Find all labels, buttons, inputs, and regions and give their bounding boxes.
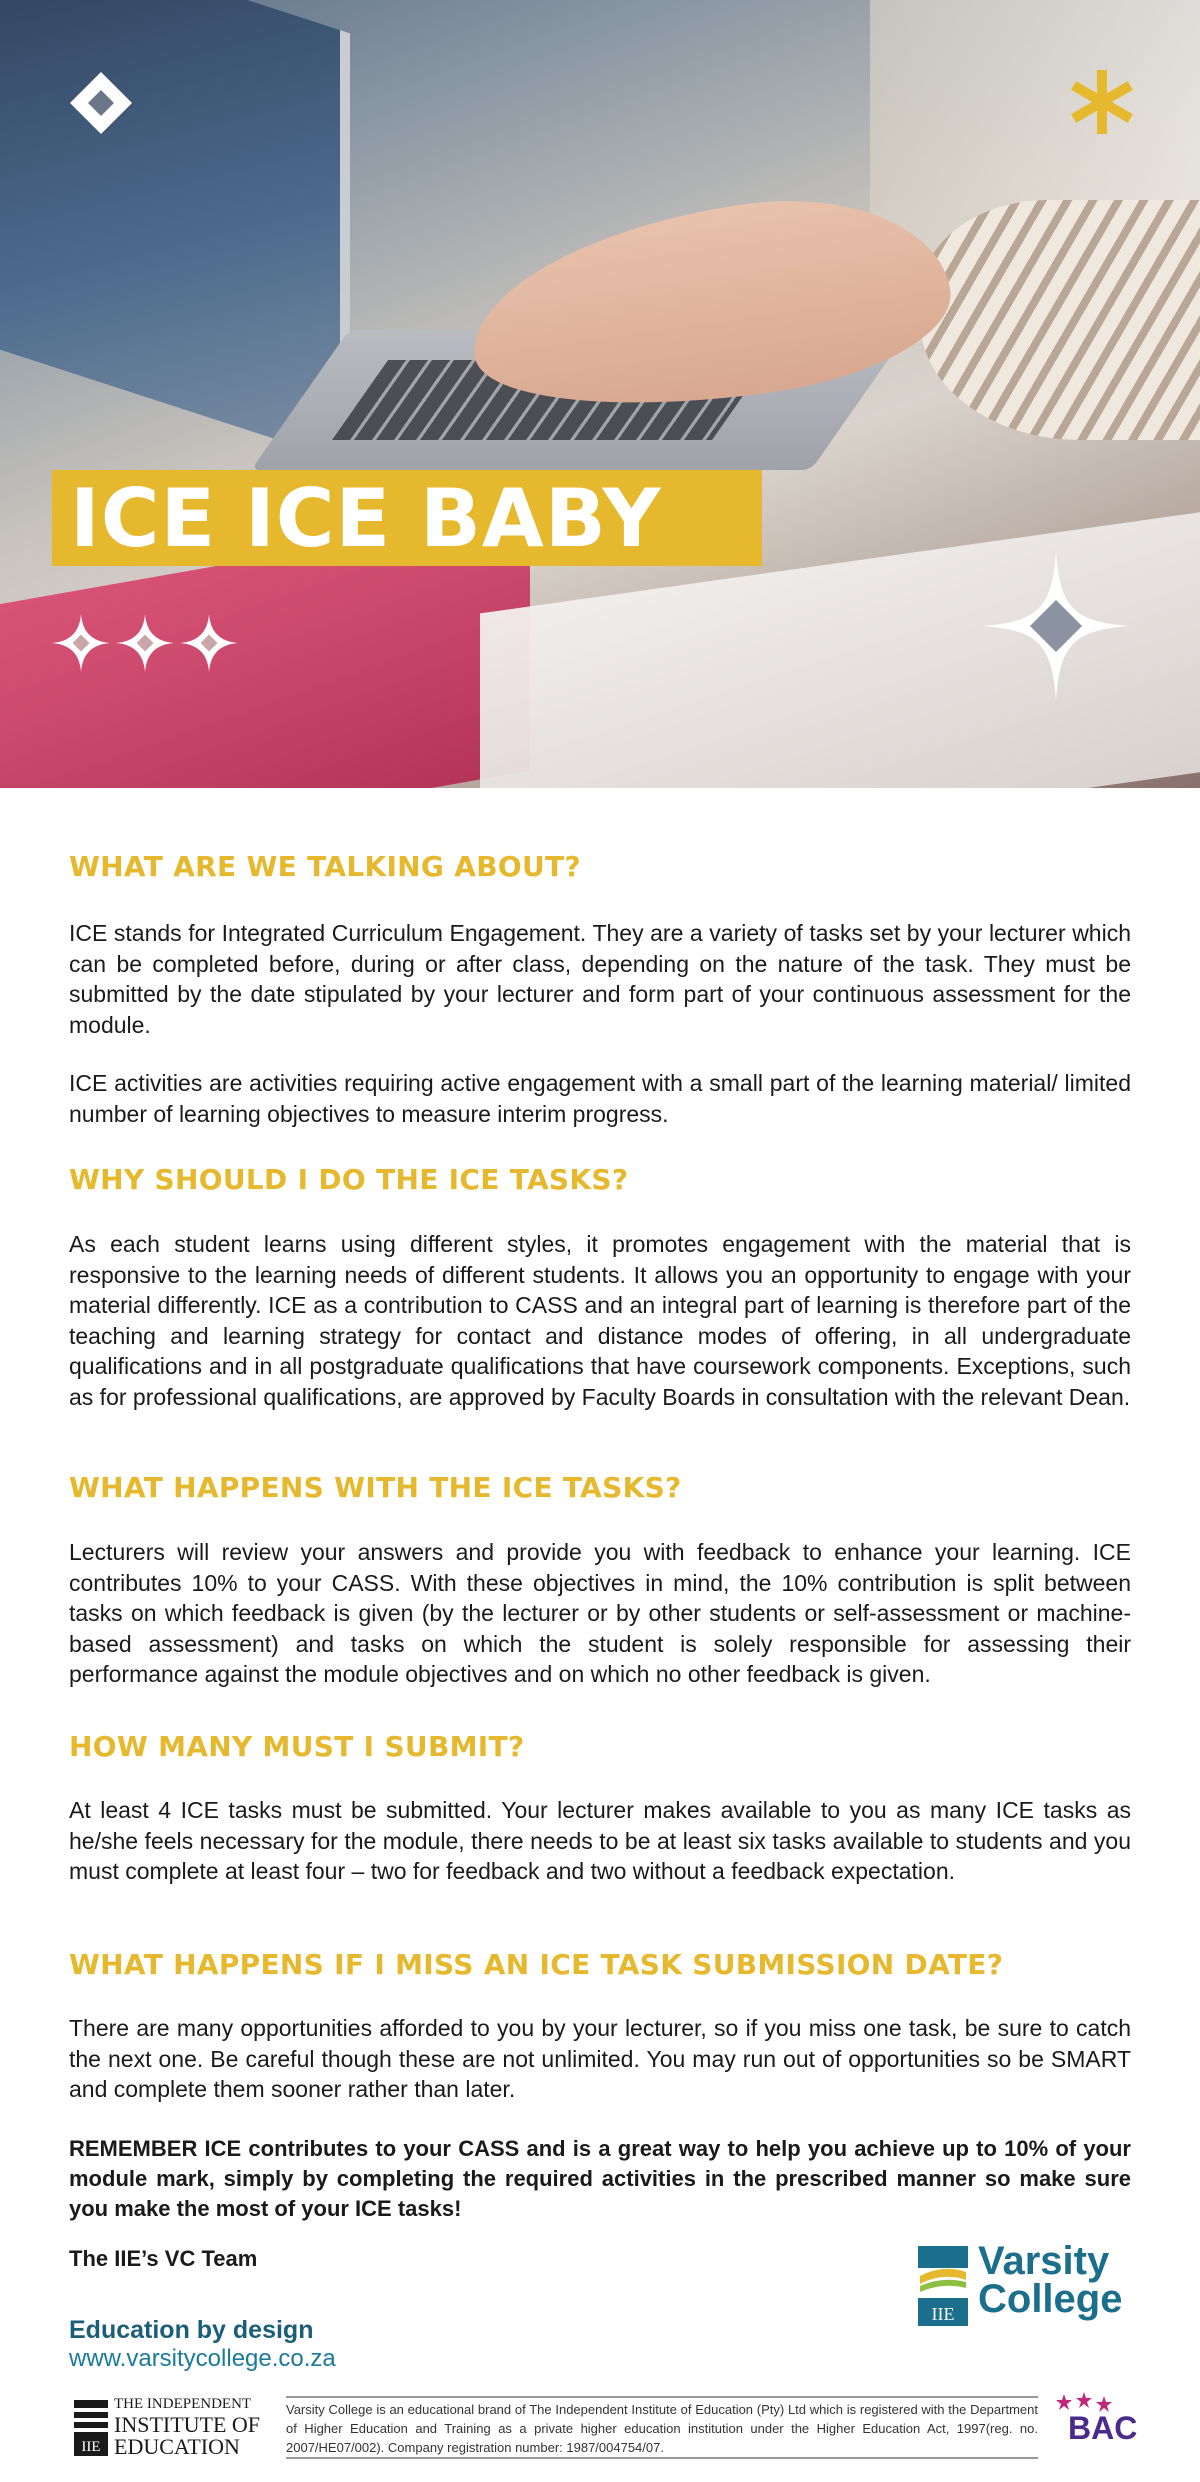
section-heading: HOW MANY MUST I SUBMIT? [69,1730,525,1763]
section-paragraph: There are many opportunities afforded to you by your lecturer, so if you miss one task, be sure to catch the next one. Be careful though these are not unlimited. You may run out of opportunities so be SMART and complete them sooner rather than later. [69,2015,1131,2102]
laptop-screen [0,0,350,463]
asterisk-icon [1070,70,1134,134]
iie-logo-line1: THE INDEPENDENT [114,2396,252,2412]
varsity-college-logo [918,2240,1138,2330]
diamond-icon [68,70,134,136]
website-link[interactable]: www.varsitycollege.co.za [69,2345,336,2372]
sleeve [920,200,1200,440]
bac-label: BAC [1068,2410,1138,2446]
section-heading: WHAT ARE WE TALKING ABOUT? [69,850,581,883]
hero-title: ICE ICE BABY [70,472,662,565]
iie-logo [74,2396,279,2458]
section-paragraph: ICE stands for Integrated Curriculum Engagement. They are a variety of tasks set by your lecturer which can be completed before, during or after class, depending on the nature of the task. They must be submitted by the date stipulated by your lecturer and form part of your continuous assessment for the module. [69,920,1131,1038]
vc-logo-line1: Varsity [978,2239,1110,2283]
section-paragraph: At least 4 ICE tasks must be submitted. Your lecturer makes available to you as many ICE tasks as he/she feels necessary for the module, there needs to be at least six tasks available to students and you must complete at least four – two for feedback and two without a feedback expectation. [69,1797,1131,1884]
vc-badge: IIE [931,2304,955,2324]
bac-logo [1056,2392,1146,2462]
large-sparkle-icon [980,550,1132,702]
iie-logo-line2: INSTITUTE OF [114,2412,261,2437]
vc-logo-line2: College [978,2277,1123,2321]
section-paragraph: Lecturers will review your answers and provide you with feedback to enhance your learning. ICE contributes 10% to your CASS. With these objectives in mind, the 10% contribution is split between tasks on which feedback is given (by the lecturer or by other students or self-assessment or machine-based assessment) and tasks on which the student is solely responsible for assessing their performance against the module objectives and on which no other feedback is given. [69,1539,1131,1687]
hero-image [0,0,1200,788]
legal-notice: Varsity College is an educational brand of The Independent Institute of Education (Pty) Ltd which is registered with the Department of Higher Education and Training as a private higher education institution under the Higher Education Act, 1997(reg. no. 2007/HE07/002). Company registration number: 1987/004754/07. [286,2396,1038,2459]
vc-emblem-icon [918,2246,968,2326]
section-heading: WHAT HAPPENS WITH THE ICE TASKS? [69,1471,682,1504]
iie-badge: IIE [81,2439,101,2455]
section-paragraph: ICE activities are activities requiring active engagement with a small part of the learning material/ limited number of learning objectives to measure interim progress. [69,1070,1131,1127]
section-heading: WHAT HAPPENS IF I MISS AN ICE TASK SUBMISSION DATE? [69,1948,1004,1981]
sparkle-row-icon [50,612,240,674]
tagline: Education by design [69,2316,314,2344]
signoff: The IIE’s VC Team [69,2246,258,2271]
iie-emblem-icon [74,2400,108,2456]
hero-title-banner [52,470,762,566]
reminder-text: REMEMBER ICE contributes to your CASS and is a great way to help you achieve up to 10% of your module mark, simply by completing the required activities in the prescribed manner so make sure you make the most of your ICE tasks! [69,2136,1131,2221]
section-paragraph: As each student learns using different styles, it promotes engagement with the material that is responsive to the learning needs of different students. It allows you an opportunity to engage with your material differently. ICE as a contribution to CASS and an integral part of learning is therefore part of the teaching and learning strategy for contact and distance modes of offering, in all undergraduate qualifications and in all postgraduate qualifications that have coursework components. Exceptions, such as for professional qualifications, are approved by Faculty Boards in consultation with the relevant Dean. [69,1231,1131,1410]
iie-logo-line3: EDUCATION [114,2434,240,2459]
section-heading: WHY SHOULD I DO THE ICE TASKS? [69,1163,629,1196]
